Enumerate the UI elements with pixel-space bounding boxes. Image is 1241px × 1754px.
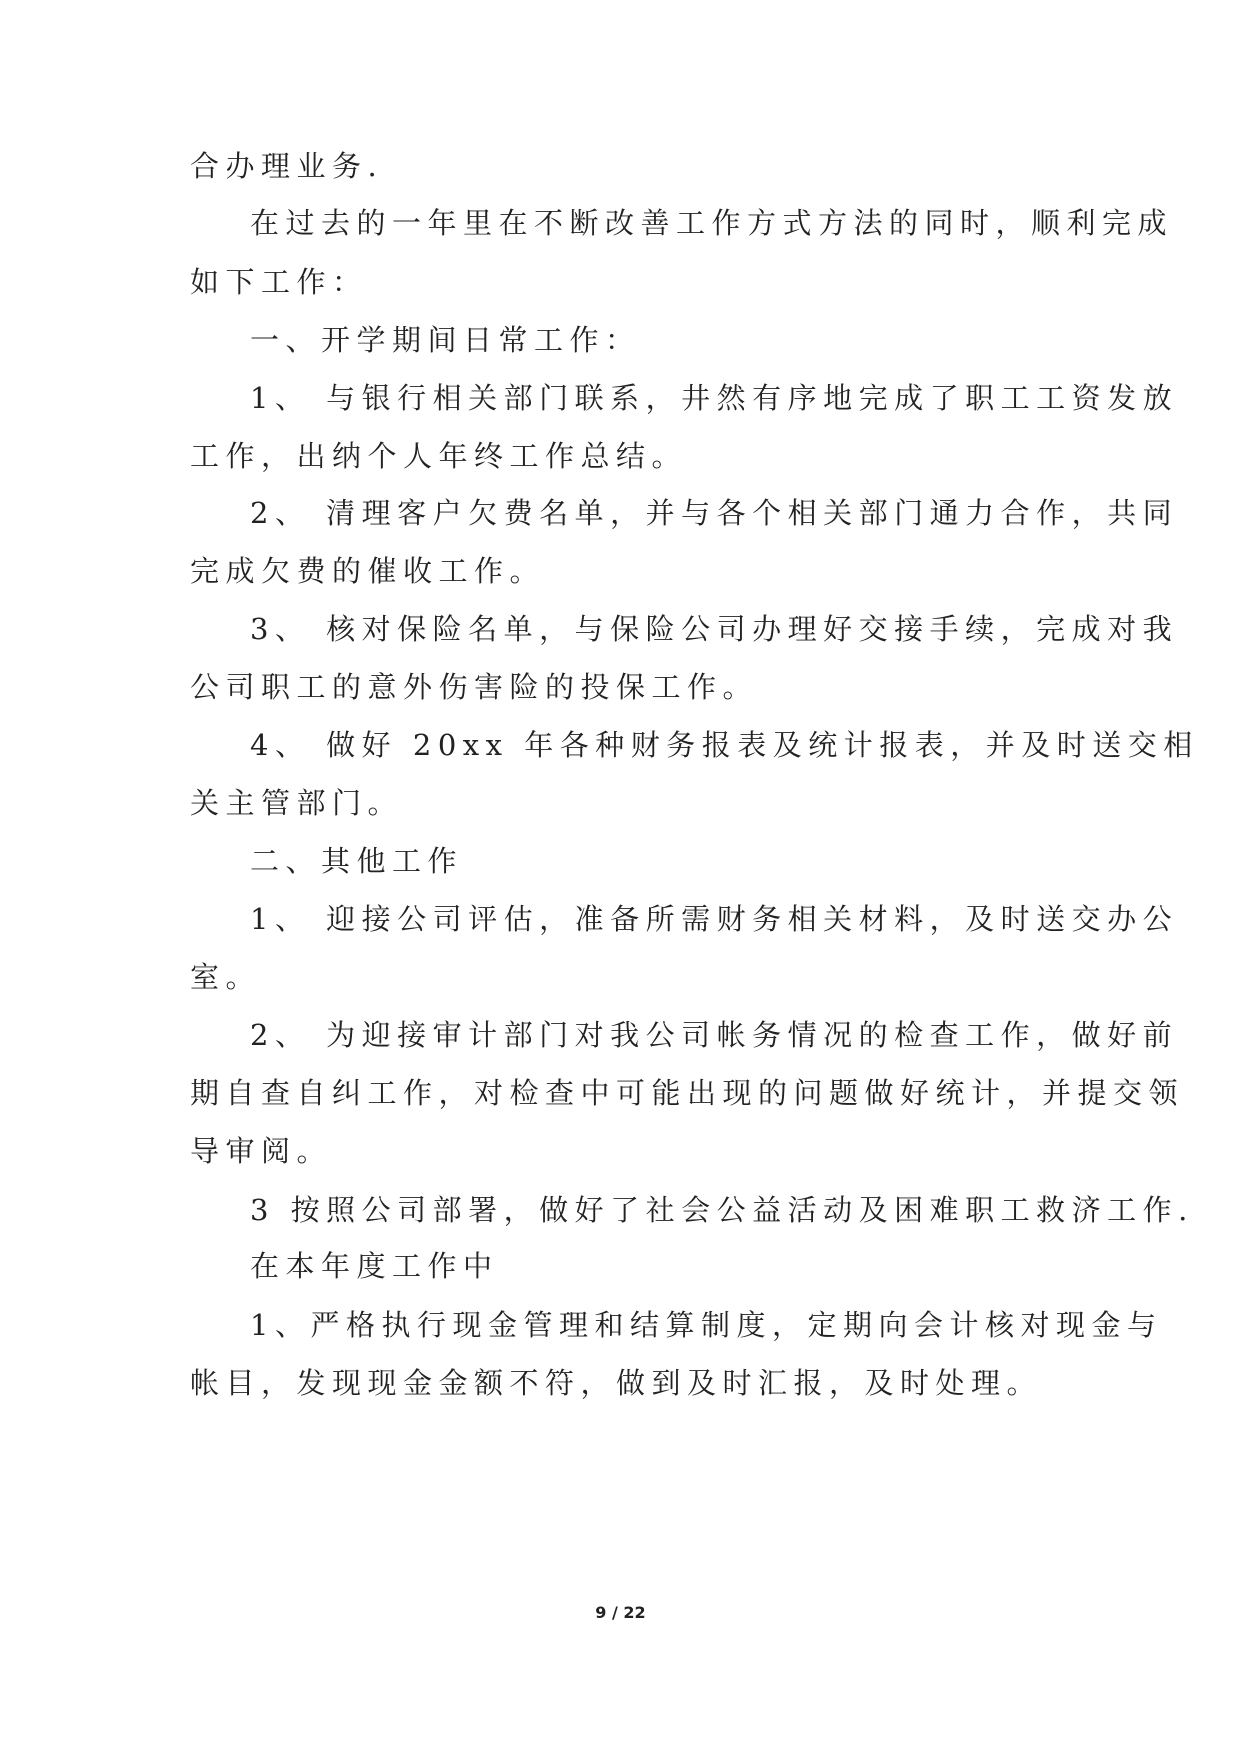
list-item: 3、 核对保险名单，与保险公司办理好交接手续，完成对我 bbox=[250, 612, 1179, 646]
section-heading: 二、其他工作 bbox=[250, 844, 464, 878]
text-line: 关主管部门。 bbox=[190, 786, 404, 820]
text-line: 完成欠费的催收工作。 bbox=[190, 554, 546, 588]
text-line: 在过去的一年里在不断改善工作方式方法的同时，顺利完成 bbox=[250, 206, 1174, 240]
list-item: 1、严格执行现金管理和结算制度，定期向会计核对现金与 bbox=[250, 1308, 1163, 1342]
list-item: 4、 做好 20xx 年各种财务报表及统计报表，并及时送交相 bbox=[250, 728, 1199, 762]
text-line: 公司职工的意外伤害险的投保工作。 bbox=[190, 670, 759, 704]
section-heading: 一、开学期间日常工作： bbox=[250, 323, 641, 357]
text-line: 帐目，发现现金金额不符，做到及时汇报，及时处理。 bbox=[190, 1366, 1043, 1400]
list-item: 3 按照公司部署，做好了社会公益活动及困难职工救济工作. bbox=[250, 1193, 1194, 1227]
text-line: 期自查自纠工作，对检查中可能出现的问题做好统计，并提交领 bbox=[190, 1076, 1185, 1110]
page-number: 9 / 22 bbox=[595, 1603, 646, 1622]
text-line: 合办理业务. bbox=[190, 149, 384, 183]
text-line: 室。 bbox=[190, 960, 262, 994]
list-item: 2、 清理客户欠费名单，并与各个相关部门通力合作，共同 bbox=[250, 496, 1179, 530]
text-line: 在本年度工作中 bbox=[250, 1249, 499, 1283]
list-item: 1、 迎接公司评估，准备所需财务相关材料，及时送交办公 bbox=[250, 902, 1179, 936]
text-line: 如下工作： bbox=[190, 265, 368, 299]
text-line: 导审阅。 bbox=[190, 1134, 333, 1168]
list-item: 1、 与银行相关部门联系，井然有序地完成了职工工资发放 bbox=[250, 381, 1179, 415]
text-line: 工作，出纳个人年终工作总结。 bbox=[190, 439, 688, 473]
list-item: 2、 为迎接审计部门对我公司帐务情况的检查工作，做好前 bbox=[250, 1018, 1179, 1052]
